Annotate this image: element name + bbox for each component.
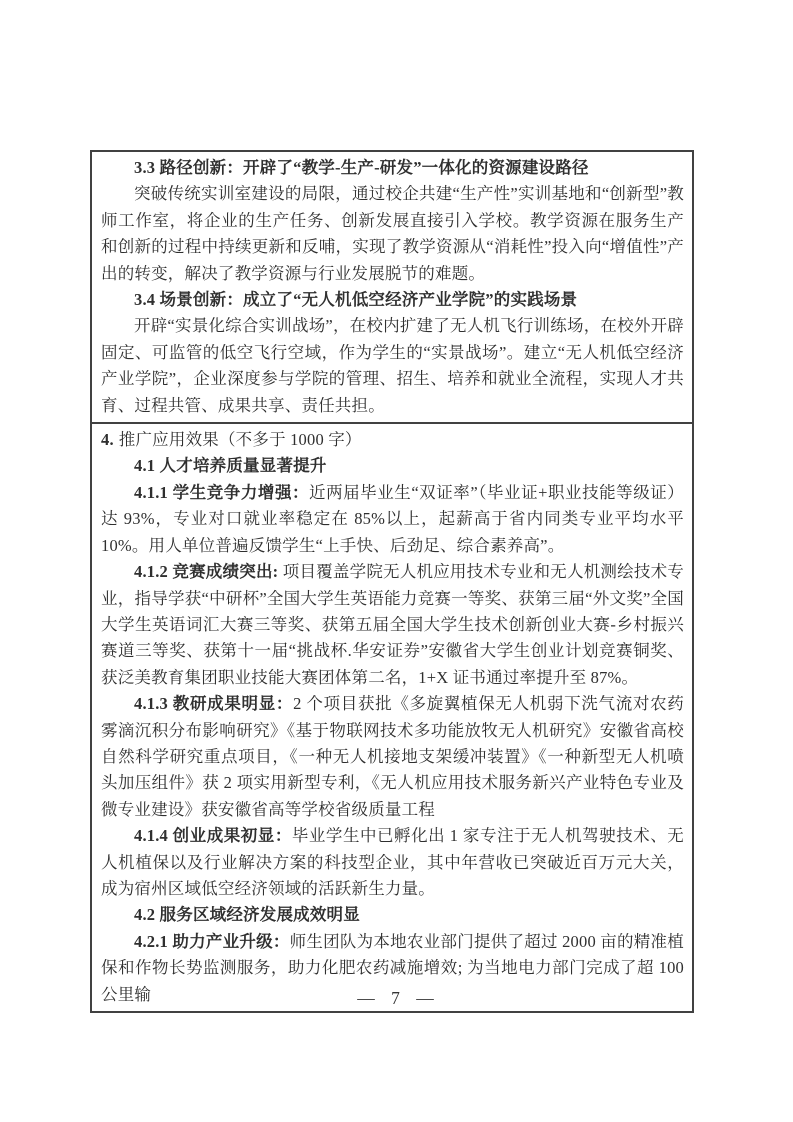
section-4-title [101, 427, 684, 453]
page-number: — 7 — [357, 988, 436, 1008]
paragraph-4-1-3-text: 2 个项目获批《多旋翼植保无人机弱下洗气流对农药雾滴沉积分布影响研究》《基于物联网技术多功能放牧无人机研究》安徽省高校自然科学研究重点项目，《一种无人机接地支架缓冲装置》《一种新型无人机喷头加压组件》获 2 项实用新型专利，《无人机应用技术服务新兴产业特色专业及微专业建设》获安徽省高等学校省级质量工程 [101, 694, 684, 819]
paragraph-4-1-1-text: 近两届毕业生“双证率”（毕业证+职业技能等级证）达 93%，专业对口就业率稳定在 85%以上，起薪高于省内同类专业平均水平 10%。用人单位普遍反馈学生“上手快、后劲足、综合素养高”。 [101, 482, 684, 555]
section-3-4-heading: 3.4 场景创新：成立了“无人机低空经济产业学院”的实践场景 [134, 290, 578, 310]
paragraph-4-1-3-lead: 4.1.3 教研成果明显： [134, 694, 294, 714]
section-4-1-heading: 4.1 人才培养质量显著提升 [134, 456, 327, 476]
section-4-title-text: 推广应用效果（不多于 1000 字） [118, 430, 362, 450]
paragraph-4-2-1-text: 师生团队为本地农业部门提供了超过 2000 亩的精准植保和作物长势监测服务，助力化肥农药减施增效; 为当地电力部门完成了超 100 公里输 [101, 931, 684, 1004]
paragraph-4-1-4 [101, 823, 684, 902]
section-3-4-paragraph: 开辟“实景化综合实训战场”，在校内扩建了无人机飞行训练场，在校外开辟固定、可监管的低空飞行空域，作为学生的“实景战场”。建立“无人机低空经济产业学院”，企业深度参与学院的管理、招生、培养和就业全流程，实现人才共育、过程共管、成果共享、责任共担。 [101, 316, 684, 415]
paragraph-4-1-2-lead: 4.1.2 竞赛成绩突出: [134, 562, 283, 582]
paragraph-4-2-1-lead: 4.2.1 助力产业升级： [134, 931, 290, 951]
section-4-2-heading: 4.2 服务区域经济发展成效明显 [134, 905, 360, 925]
paragraph-4-1-4-lead: 4.1.4 创业成果初显： [134, 826, 292, 846]
section-3-3-paragraph: 突破传统实训室建设的局限，通过校企共建“生产性”实训基地和“创新型”教师工作室，将企业的生产任务、创新发展直接引入学校。教学资源在服务生产和创新的过程中持续更新和反哺，实现了教学资源从“消耗性”投入向“增值性”产出的转变，解决了教学资源与行业发展脱节的难题。 [101, 184, 684, 283]
paragraph-4-1-1 [101, 480, 684, 559]
paragraph-4-1-3 [101, 691, 684, 823]
section-3-row [92, 152, 692, 422]
section-4-row [92, 422, 692, 1011]
section-3-3-heading: 3.3 路径创新：开辟了“教学-生产-研发”一体化的资源建设路径 [134, 158, 589, 177]
content-table [90, 150, 694, 1013]
paragraph-4-1-2-text: 项目覆盖学院无人机应用技术专业和无人机测绘技术专业，指导学获“中研杯”全国大学生英语能力竞赛一等奖、获第三届“外文奖”全国大学生英语词汇大赛三等奖、获第五届全国大学生技术创新创业大赛-乡村振兴赛道三等奖、获第十一届“挑战杯.华安证券”安徽省大学生创业计划竞赛铜奖、获泛美教育集团职业技能大赛团体第二名，1+X 证书通过率提升至 87%。 [101, 562, 684, 687]
paragraph-4-1-1-lead: 4.1.1 学生竞争力增强： [134, 482, 310, 502]
section-4-title-number: 4. [101, 430, 114, 450]
paragraph-4-1-2 [101, 559, 684, 691]
paragraph-4-1-4-text: 毕业学生中已孵化出 1 家专注于无人机驾驶技术、无人机植保以及行业解决方案的科技型企业，其中年营收已突破近百万元大关，成为宿州区域低空经济领域的活跃新生力量。 [101, 826, 684, 898]
